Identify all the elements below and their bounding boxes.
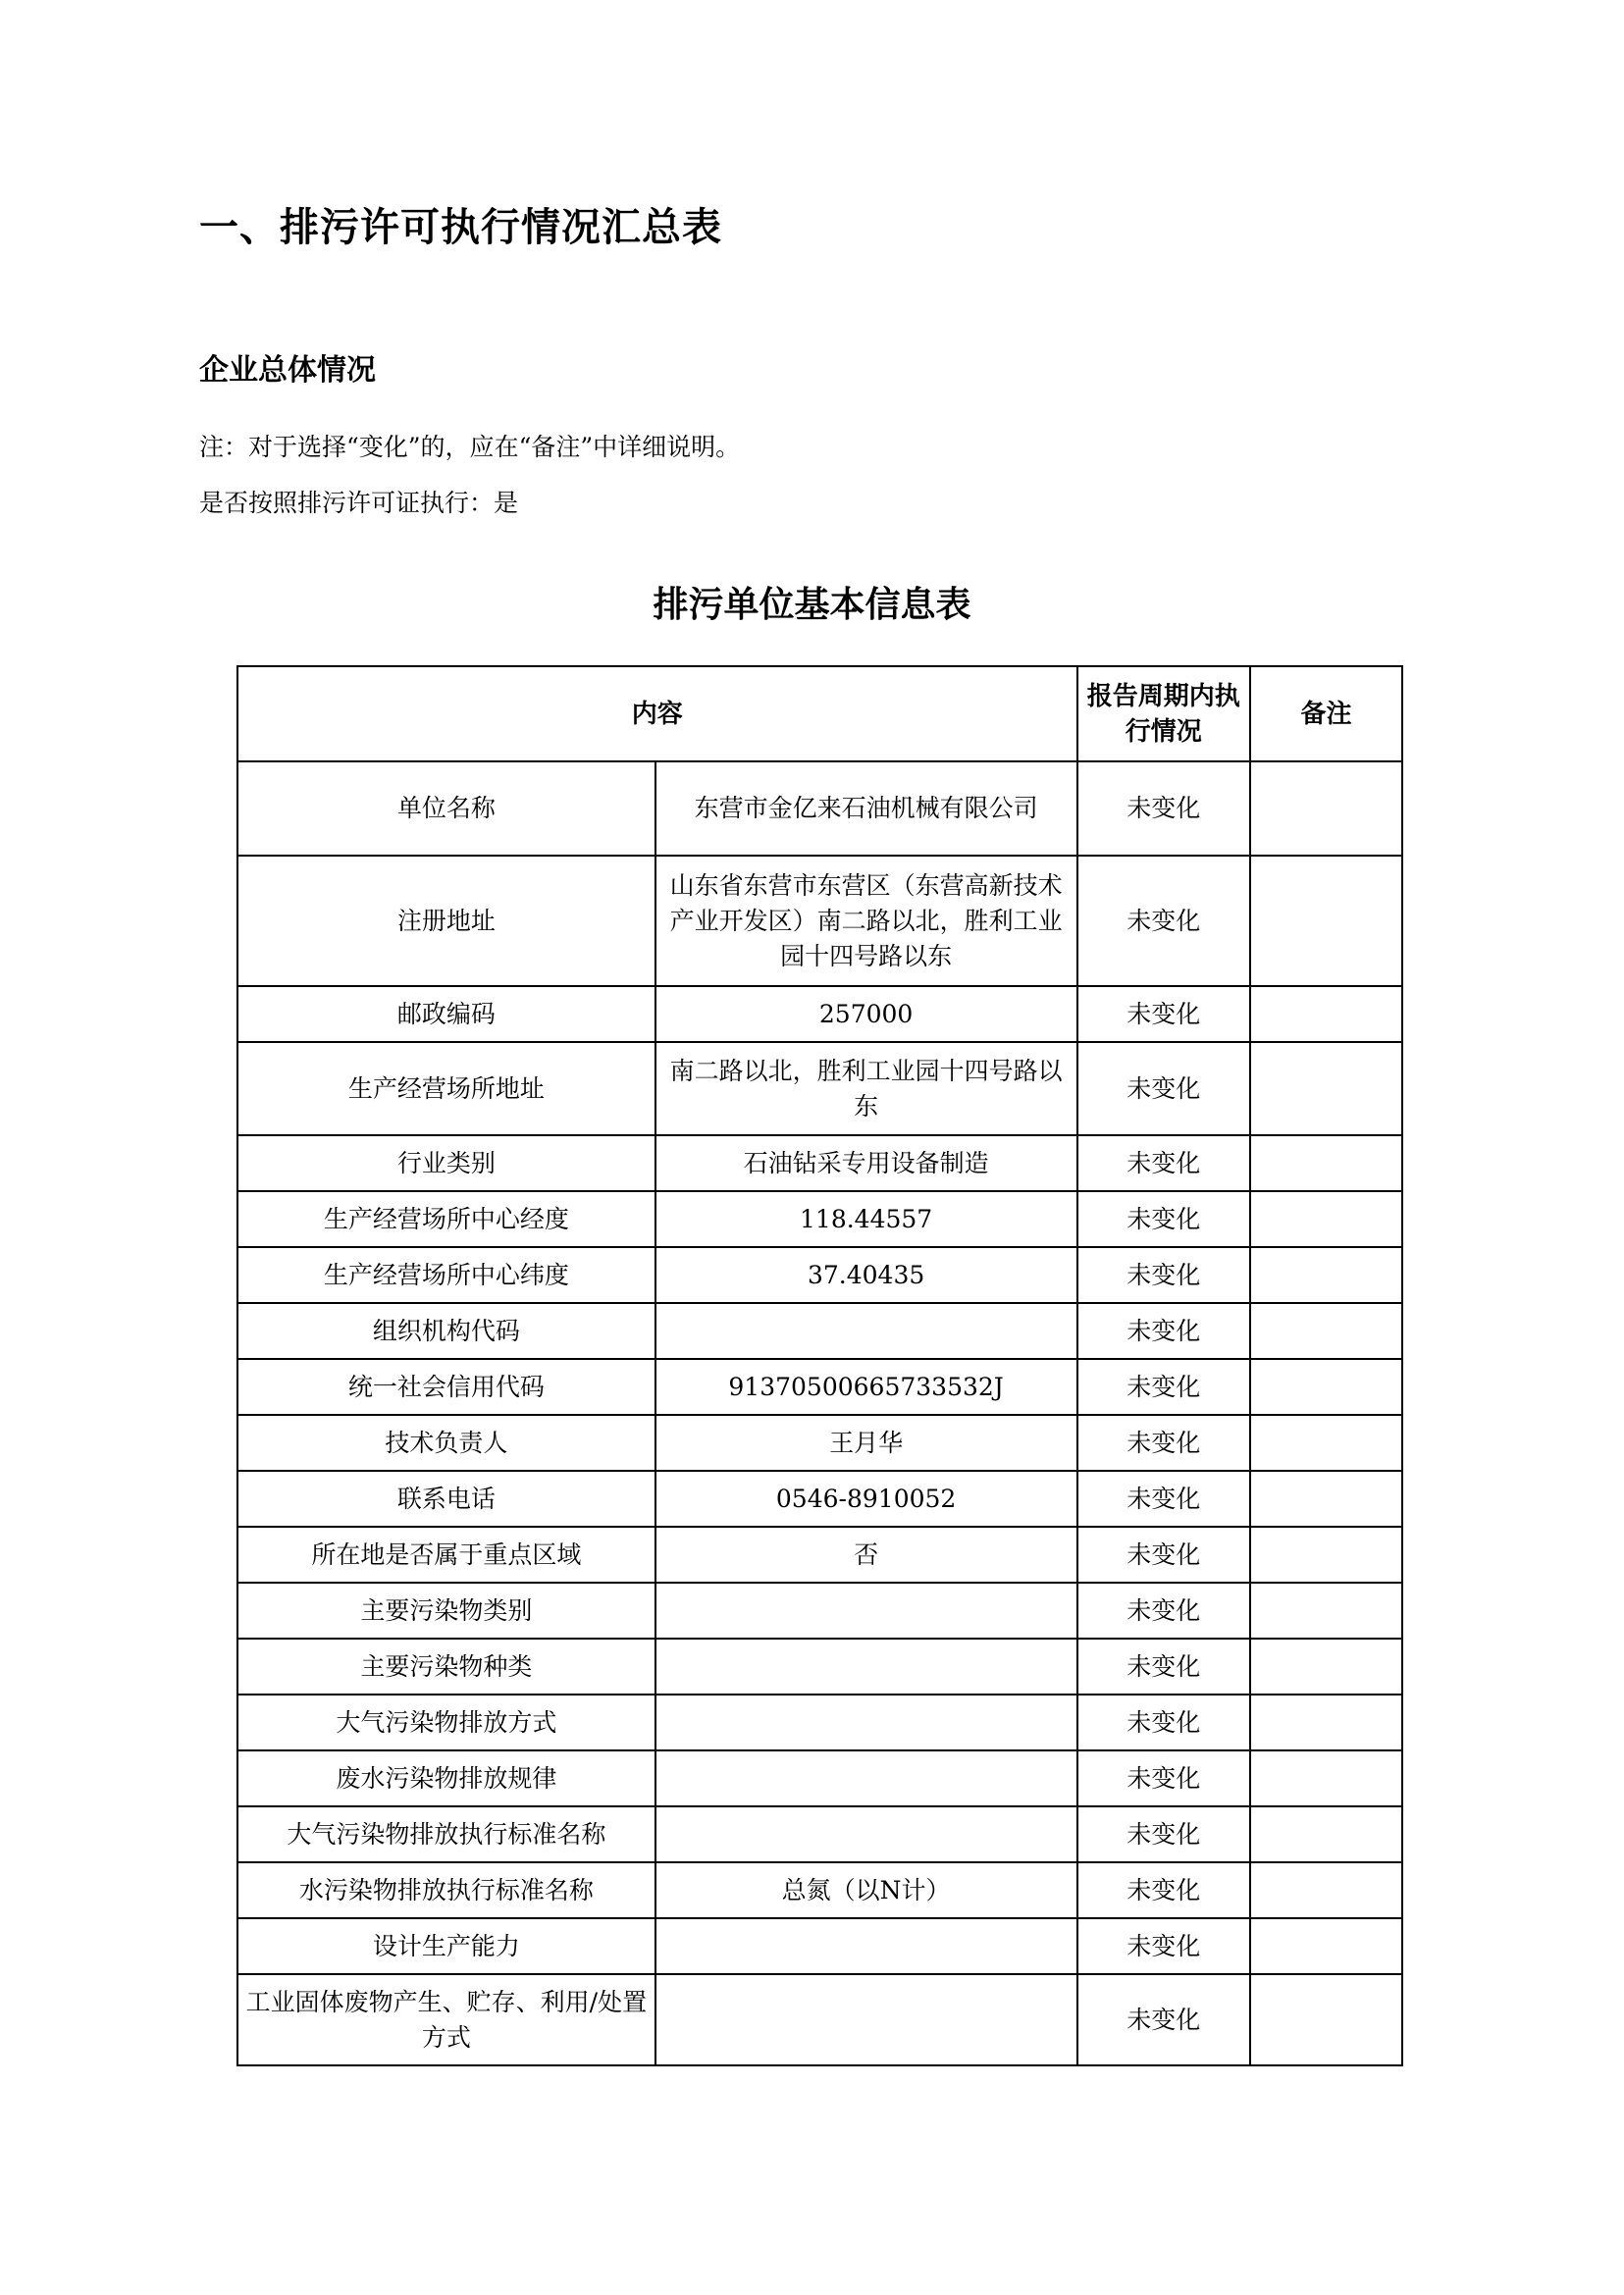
row-value [655, 1806, 1077, 1862]
row-remark [1250, 1191, 1402, 1247]
row-value: 否 [655, 1527, 1077, 1583]
row-item: 统一社会信用代码 [237, 1359, 655, 1415]
table-row [237, 986, 1402, 1042]
table-row [237, 856, 1402, 986]
row-value: 南二路以北，胜利工业园十四号路以东 [655, 1042, 1077, 1135]
table-row [237, 1471, 1402, 1527]
row-status: 未变化 [1077, 1862, 1250, 1918]
row-remark [1250, 1695, 1402, 1750]
row-value: 王月华 [655, 1415, 1077, 1471]
row-remark [1250, 1639, 1402, 1695]
row-status: 未变化 [1077, 1974, 1250, 2065]
row-item: 技术负责人 [237, 1415, 655, 1471]
table-row [237, 1135, 1402, 1191]
row-status: 未变化 [1077, 1471, 1250, 1527]
subsection-title: 企业总体情况 [199, 353, 376, 388]
row-remark [1250, 1247, 1402, 1303]
row-value [655, 1639, 1077, 1695]
table-row [237, 1750, 1402, 1806]
table-row [237, 1806, 1402, 1862]
table-row [237, 1042, 1402, 1135]
row-remark [1250, 1303, 1402, 1359]
row-status: 未变化 [1077, 986, 1250, 1042]
table-row [237, 1695, 1402, 1750]
row-status: 未变化 [1077, 1750, 1250, 1806]
table-row [237, 1359, 1402, 1415]
row-status: 未变化 [1077, 1415, 1250, 1471]
table-header-row [237, 666, 1402, 761]
row-item: 主要污染物种类 [237, 1639, 655, 1695]
row-value: 91370500665733532J [655, 1359, 1077, 1415]
row-value: 东营市金亿来石油机械有限公司 [655, 761, 1077, 856]
row-item: 大气污染物排放执行标准名称 [237, 1806, 655, 1862]
row-value [655, 1695, 1077, 1750]
row-item: 组织机构代码 [237, 1303, 655, 1359]
row-value [655, 1918, 1077, 1974]
table-row [237, 1639, 1402, 1695]
row-status: 未变化 [1077, 1042, 1250, 1135]
row-value: 山东省东营市东营区（东营高新技术产业开发区）南二路以北，胜利工业园十四号路以东 [655, 856, 1077, 986]
table-row [237, 1862, 1402, 1918]
row-remark [1250, 1918, 1402, 1974]
row-status: 未变化 [1077, 761, 1250, 856]
row-status: 未变化 [1077, 1583, 1250, 1639]
row-status: 未变化 [1077, 1639, 1250, 1695]
row-remark [1250, 1862, 1402, 1918]
header-status: 报告周期内执行情况 [1077, 666, 1250, 761]
row-value: 0546-8910052 [655, 1471, 1077, 1527]
row-value: 37.40435 [655, 1247, 1077, 1303]
table-row [237, 1303, 1402, 1359]
row-status: 未变化 [1077, 1918, 1250, 1974]
row-value: 总氮（以N计） [655, 1862, 1077, 1918]
row-remark [1250, 1806, 1402, 1862]
execution-status-text: 是否按照排污许可证执行：是 [199, 489, 519, 517]
row-status: 未变化 [1077, 856, 1250, 986]
table-row [237, 1415, 1402, 1471]
row-item: 主要污染物类别 [237, 1583, 655, 1639]
row-remark [1250, 1135, 1402, 1191]
row-value [655, 1303, 1077, 1359]
table-row [237, 1247, 1402, 1303]
table-row [237, 1191, 1402, 1247]
row-item: 生产经营场所中心纬度 [237, 1247, 655, 1303]
table-row [237, 761, 1402, 856]
row-status: 未变化 [1077, 1695, 1250, 1750]
row-status: 未变化 [1077, 1191, 1250, 1247]
row-item: 行业类别 [237, 1135, 655, 1191]
row-remark [1250, 1527, 1402, 1583]
row-remark [1250, 856, 1402, 986]
row-item: 生产经营场所中心经度 [237, 1191, 655, 1247]
row-value: 石油钻采专用设备制造 [655, 1135, 1077, 1191]
row-remark [1250, 986, 1402, 1042]
row-item: 所在地是否属于重点区域 [237, 1527, 655, 1583]
row-status: 未变化 [1077, 1247, 1250, 1303]
header-content: 内容 [237, 666, 1077, 761]
row-item: 工业固体废物产生、贮存、利用/处置方式 [237, 1974, 655, 2065]
row-remark [1250, 1583, 1402, 1639]
table-row [237, 1974, 1402, 2065]
row-remark [1250, 1415, 1402, 1471]
section-title: 一、排污许可执行情况汇总表 [199, 205, 722, 250]
row-value: 118.44557 [655, 1191, 1077, 1247]
header-remark: 备注 [1250, 666, 1402, 761]
row-value [655, 1750, 1077, 1806]
row-status: 未变化 [1077, 1806, 1250, 1862]
row-item: 水污染物排放执行标准名称 [237, 1862, 655, 1918]
row-status: 未变化 [1077, 1135, 1250, 1191]
row-item: 注册地址 [237, 856, 655, 986]
row-remark [1250, 1042, 1402, 1135]
row-item: 生产经营场所地址 [237, 1042, 655, 1135]
row-item: 大气污染物排放方式 [237, 1695, 655, 1750]
table-row [237, 1583, 1402, 1639]
row-remark [1250, 1750, 1402, 1806]
row-value: 257000 [655, 986, 1077, 1042]
row-remark [1250, 1974, 1402, 2065]
table-row [237, 1527, 1402, 1583]
row-item: 设计生产能力 [237, 1918, 655, 1974]
row-item: 联系电话 [237, 1471, 655, 1527]
table-caption: 排污单位基本信息表 [653, 585, 971, 625]
row-remark [1250, 1359, 1402, 1415]
row-remark [1250, 1471, 1402, 1527]
row-item: 废水污染物排放规律 [237, 1750, 655, 1806]
note-text: 注：对于选择“变化”的，应在“备注”中详细说明。 [199, 433, 741, 461]
row-status: 未变化 [1077, 1527, 1250, 1583]
row-value [655, 1583, 1077, 1639]
row-item: 邮政编码 [237, 986, 655, 1042]
table-row [237, 1918, 1402, 1974]
row-status: 未变化 [1077, 1303, 1250, 1359]
row-status: 未变化 [1077, 1359, 1250, 1415]
row-value [655, 1974, 1077, 2065]
row-item: 单位名称 [237, 761, 655, 856]
row-remark [1250, 761, 1402, 856]
basic-info-table [236, 665, 1403, 2066]
